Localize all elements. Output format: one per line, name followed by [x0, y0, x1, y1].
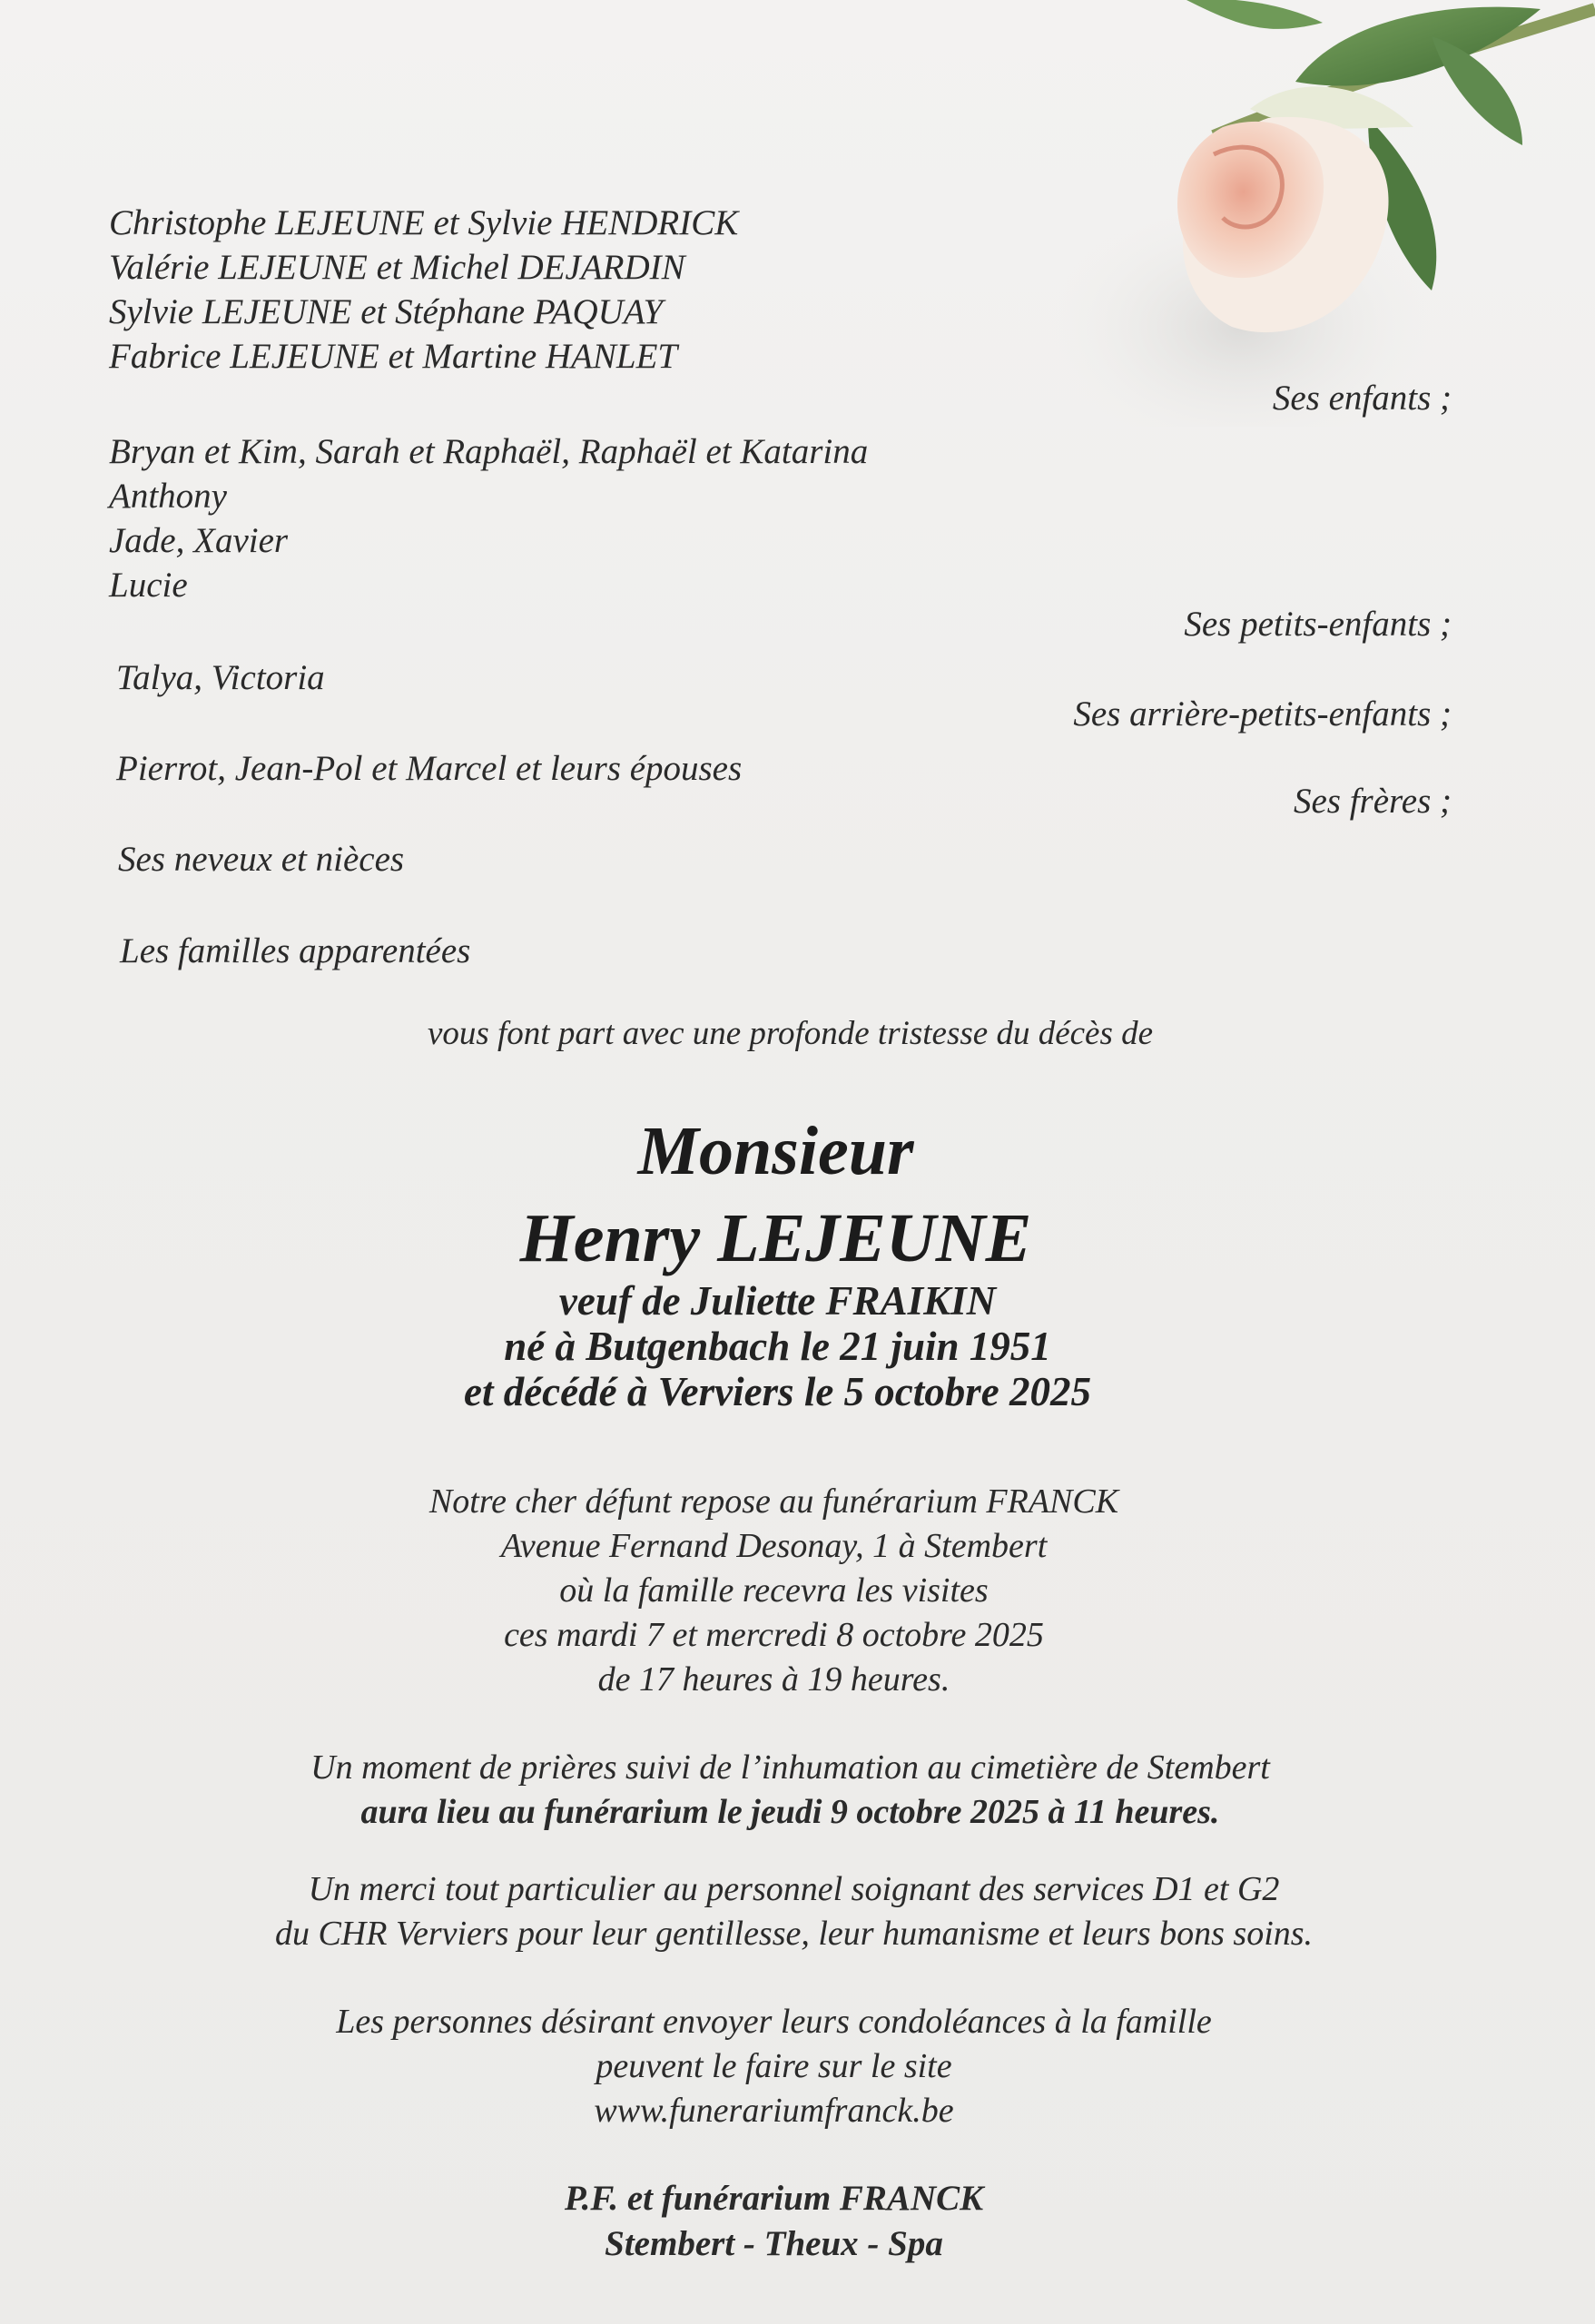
- children-role: Ses enfants ;: [1272, 379, 1452, 418]
- grandchildren-list: [109, 429, 868, 607]
- condolences-line: Les personnes désirant envoyer leurs condoléances à la famille: [336, 2003, 1212, 2041]
- child-couple: Christophe LEJEUNE et Sylvie HENDRICK: [109, 203, 739, 242]
- grandchild-line: Anthony: [109, 477, 227, 516]
- deceased-honorific: Monsieur: [637, 1113, 914, 1189]
- children-list: [109, 201, 738, 379]
- nephews-nieces: Ses neveux et nièces: [118, 840, 405, 879]
- brothers-role: Ses frères ;: [1293, 782, 1452, 821]
- visitation-line: ces mardi 7 et mercredi 8 octobre 2025: [504, 1616, 1044, 1654]
- grandchild-line: Lucie: [109, 566, 188, 605]
- thanks-message: [0, 1867, 1591, 1956]
- thanks-line: du CHR Verviers pour leur gentillesse, leur humanisme et leurs bons soins.: [274, 1915, 1314, 1953]
- visitation-line: Avenue Fernand Desonay, 1 à Stembert: [500, 1527, 1048, 1565]
- rose-leaf: [1432, 36, 1522, 145]
- deceased-details: [0, 1278, 1575, 1414]
- grandchild-line: Jade, Xavier: [109, 521, 289, 560]
- condolences-info: [0, 2000, 1571, 2133]
- ceremony-info: [0, 1746, 1588, 1835]
- rose-leaf: [1186, 0, 1323, 29]
- condolences-line: peuvent le faire sur le site: [596, 2047, 952, 2085]
- visitation-info: [0, 1480, 1571, 1702]
- brothers: Pierrot, Jean-Pol et Marcel et leurs épouses: [116, 749, 743, 788]
- child-couple: Sylvie LEJEUNE et Stéphane PAQUAY: [109, 292, 664, 331]
- death-info: et décédé à Verviers le 5 octobre 2025: [463, 1369, 1092, 1414]
- rose-illustration: [941, 0, 1595, 427]
- birth-info: né à Butgenbach le 21 juin 1951: [504, 1324, 1051, 1369]
- thanks-line: Un merci tout particulier au personnel soignant des services D1 et G2: [308, 1870, 1280, 1908]
- child-couple: Valérie LEJEUNE et Michel DEJARDIN: [109, 248, 685, 287]
- funeral-home-locations: Stembert - Theux - Spa: [605, 2224, 943, 2263]
- visitation-line: Notre cher défunt repose au funérarium FRANCK: [428, 1482, 1119, 1521]
- visitation-line: où la famille recevra les visites: [559, 1571, 989, 1610]
- deceased-name: Henry LEJEUNE: [519, 1200, 1032, 1276]
- announcement: vous font part avec une profonde tristesse du décès de: [427, 1015, 1154, 1052]
- deceased-title-block: [0, 1108, 1573, 1282]
- condolences-website: www.funerariumfranck.be: [594, 2092, 954, 2130]
- grandchild-line: Bryan et Kim, Sarah et Raphaël, Raphaël et Katarina: [109, 432, 869, 471]
- grandchildren-role: Ses petits-enfants ;: [1184, 605, 1452, 644]
- funeral-home-name: P.F. et funérarium FRANCK: [564, 2179, 984, 2218]
- child-couple: Fabrice LEJEUNE et Martine HANLET: [109, 337, 678, 376]
- great-grandchildren: Talya, Victoria: [116, 658, 325, 697]
- great-grandchildren-role: Ses arrière-petits-enfants ;: [1073, 694, 1452, 734]
- related-families: Les familles apparentées: [120, 931, 471, 970]
- funeral-home: [0, 2176, 1571, 2267]
- visitation-line: de 17 heures à 19 heures.: [597, 1660, 950, 1699]
- widower-of: veuf de Juliette FRAIKIN: [558, 1278, 997, 1324]
- rose-leaf: [1295, 7, 1541, 86]
- ceremony-date: aura lieu au funérarium le jeudi 9 octobre 2025 à 11 heures.: [360, 1793, 1220, 1831]
- ceremony-line: Un moment de prières suivi de l’inhumation au cimetière de Stembert: [310, 1748, 1270, 1787]
